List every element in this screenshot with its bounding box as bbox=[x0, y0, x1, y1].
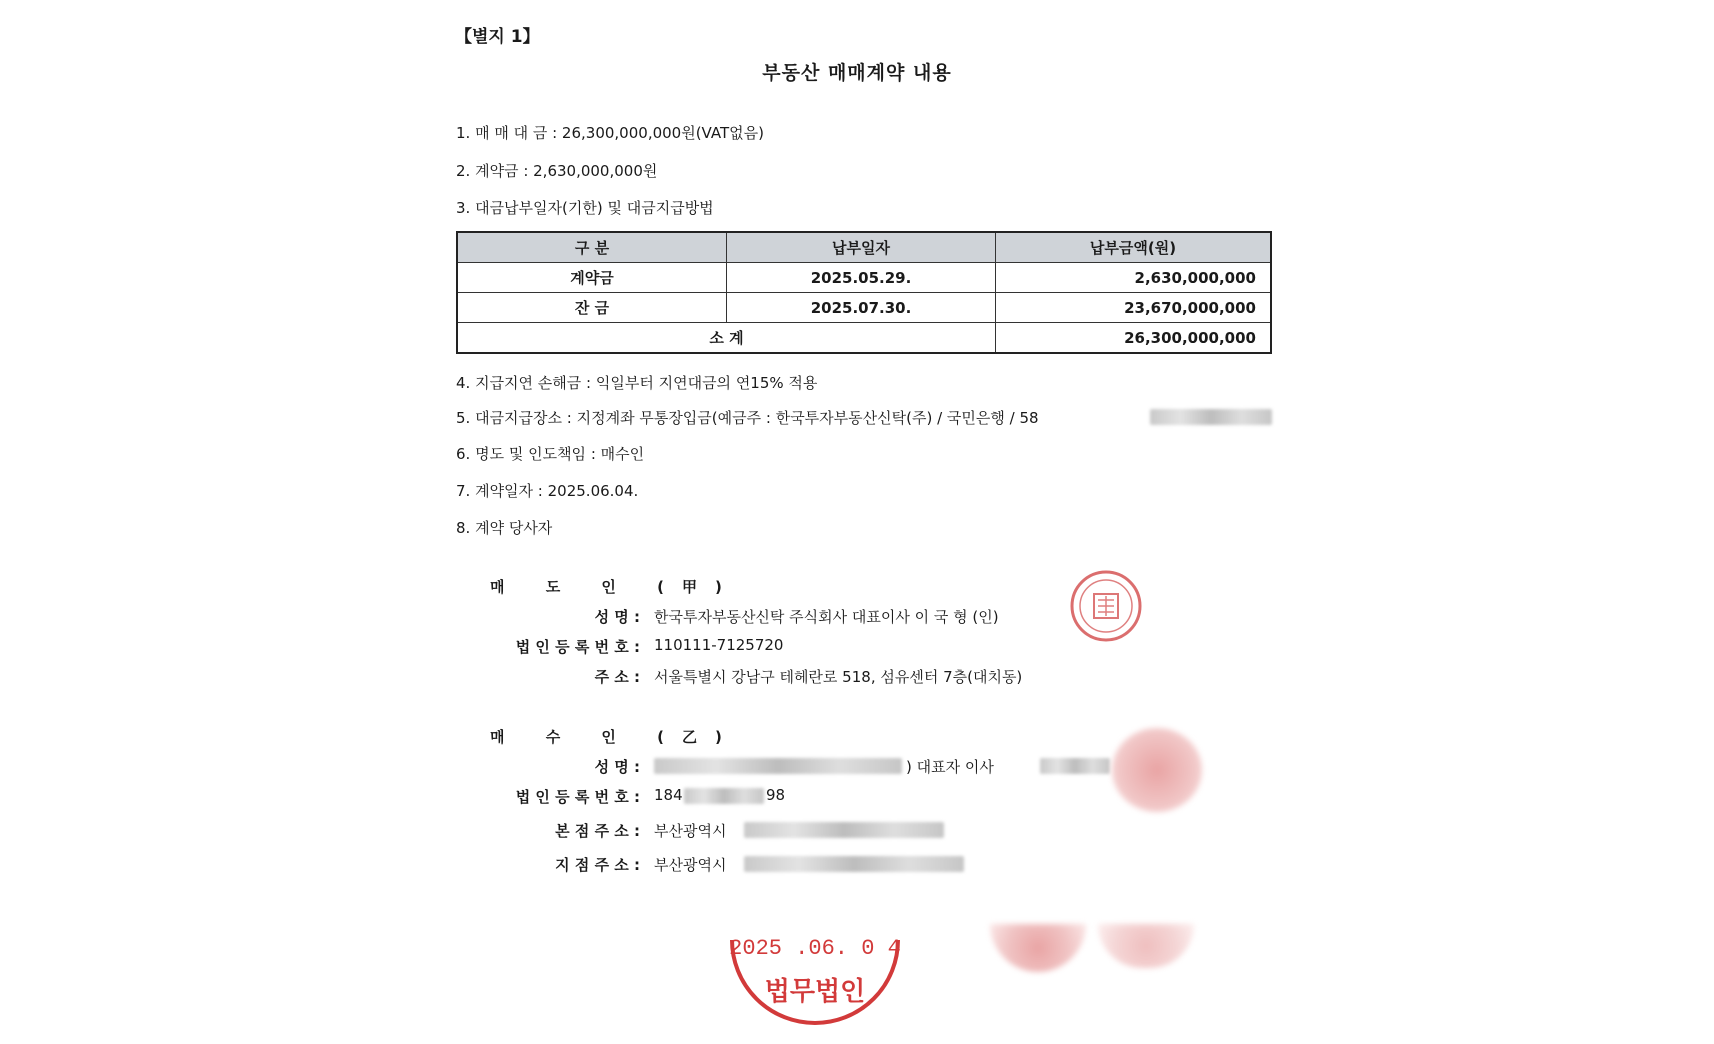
buyer-name-label: 성 명 : bbox=[594, 758, 640, 776]
seller-address-value: 서울특별시 강남구 테헤란로 518, 섬유센터 7층(대치동) bbox=[654, 668, 1023, 686]
buyer-reg-label: 법 인 등 록 번 호 : bbox=[515, 788, 640, 806]
seller-name-value: 한국투자부동산신탁 주식회사 대표이사 이 국 형 (인) bbox=[654, 608, 999, 626]
table-header-amount: 납부금액(원) bbox=[996, 232, 1272, 263]
seller-heading: 매 도 인 (甲) bbox=[490, 578, 740, 596]
table-header-date: 납부일자 bbox=[727, 232, 996, 263]
appendix-label: 【별지 1】 bbox=[455, 27, 540, 47]
seller-reg-value: 110111-7125720 bbox=[654, 636, 784, 654]
item-late-penalty: 4. 지급지연 손해금 : 익일부터 지연대금의 연15% 적용 bbox=[456, 374, 818, 392]
table-header-row bbox=[457, 232, 1271, 263]
seller-reg-label: 법 인 등 록 번 호 : bbox=[515, 638, 640, 656]
table-subtotal-amount: 26,300,000,000 bbox=[996, 323, 1272, 354]
item-payment-schedule: 3. 대금납부일자(기한) 및 대금지급방법 bbox=[456, 199, 714, 217]
redacted-buyer-name bbox=[654, 758, 902, 774]
item-handover: 6. 명도 및 인도책임 : 매수인 bbox=[456, 445, 645, 463]
buyer-reg-prefix: 184 bbox=[654, 786, 683, 804]
buyer-branch-value: 부산광역시 bbox=[654, 856, 727, 874]
seller-seal bbox=[1068, 568, 1144, 644]
redacted-buyer-reg bbox=[684, 788, 764, 804]
table-row bbox=[457, 293, 1271, 323]
table-subtotal-row bbox=[457, 323, 1271, 354]
redacted-account-number bbox=[1150, 409, 1272, 425]
item-contract-parties: 8. 계약 당사자 bbox=[456, 519, 553, 537]
buyer-branch-label: 지 점 주 소 : bbox=[555, 856, 640, 874]
table-subtotal-label: 소 계 bbox=[457, 323, 996, 354]
table-cell-amount: 23,670,000,000 bbox=[996, 293, 1272, 323]
redacted-seal-bottom-2 bbox=[1098, 924, 1194, 968]
buyer-heading: 매 수 인 (乙) bbox=[490, 728, 740, 746]
buyer-rep-label: ) 대표자 이사 bbox=[906, 758, 994, 776]
stamp-name: 법무법인 bbox=[764, 977, 866, 1007]
seller-name-label: 성 명 : bbox=[594, 608, 640, 626]
table-cell-type: 잔 금 bbox=[457, 293, 727, 323]
table-cell-amount: 2,630,000,000 bbox=[996, 263, 1272, 293]
item-deposit: 2. 계약금 : 2,630,000,000원 bbox=[456, 162, 658, 180]
payment-table bbox=[456, 231, 1272, 354]
table-cell-type: 계약금 bbox=[457, 263, 727, 293]
redacted-buyer-seal bbox=[1112, 728, 1202, 812]
redacted-buyer-hq-address bbox=[744, 822, 944, 838]
seller-address-label: 주 소 : bbox=[594, 668, 640, 686]
item-contract-date: 7. 계약일자 : 2025.06.04. bbox=[456, 482, 639, 500]
document-title: 부동산 매매계약 내용 bbox=[762, 62, 952, 84]
redacted-seal-bottom-1 bbox=[990, 924, 1086, 972]
buyer-hq-label: 본 점 주 소 : bbox=[555, 822, 640, 840]
item-payment-place: 5. 대금지급장소 : 지정계좌 무통장입금(예금주 : 한국투자부동산신탁(주) / 국민은행 / 58 bbox=[456, 409, 1039, 427]
redacted-buyer-rep bbox=[1040, 758, 1110, 774]
table-row bbox=[457, 263, 1271, 293]
table-cell-date: 2025.07.30. bbox=[727, 293, 996, 323]
table-cell-date: 2025.05.29. bbox=[727, 263, 996, 293]
buyer-hq-value: 부산광역시 bbox=[654, 822, 727, 840]
law-firm-stamp bbox=[720, 920, 910, 1044]
item-sale-price: 1. 매 매 대 금 : 26,300,000,000원(VAT없음) bbox=[456, 124, 764, 142]
stamp-date: 2025 .06. 0 4 bbox=[729, 936, 901, 961]
table-header-type: 구 분 bbox=[457, 232, 727, 263]
redacted-buyer-branch-address bbox=[744, 856, 964, 872]
buyer-reg-suffix: 98 bbox=[766, 786, 786, 804]
